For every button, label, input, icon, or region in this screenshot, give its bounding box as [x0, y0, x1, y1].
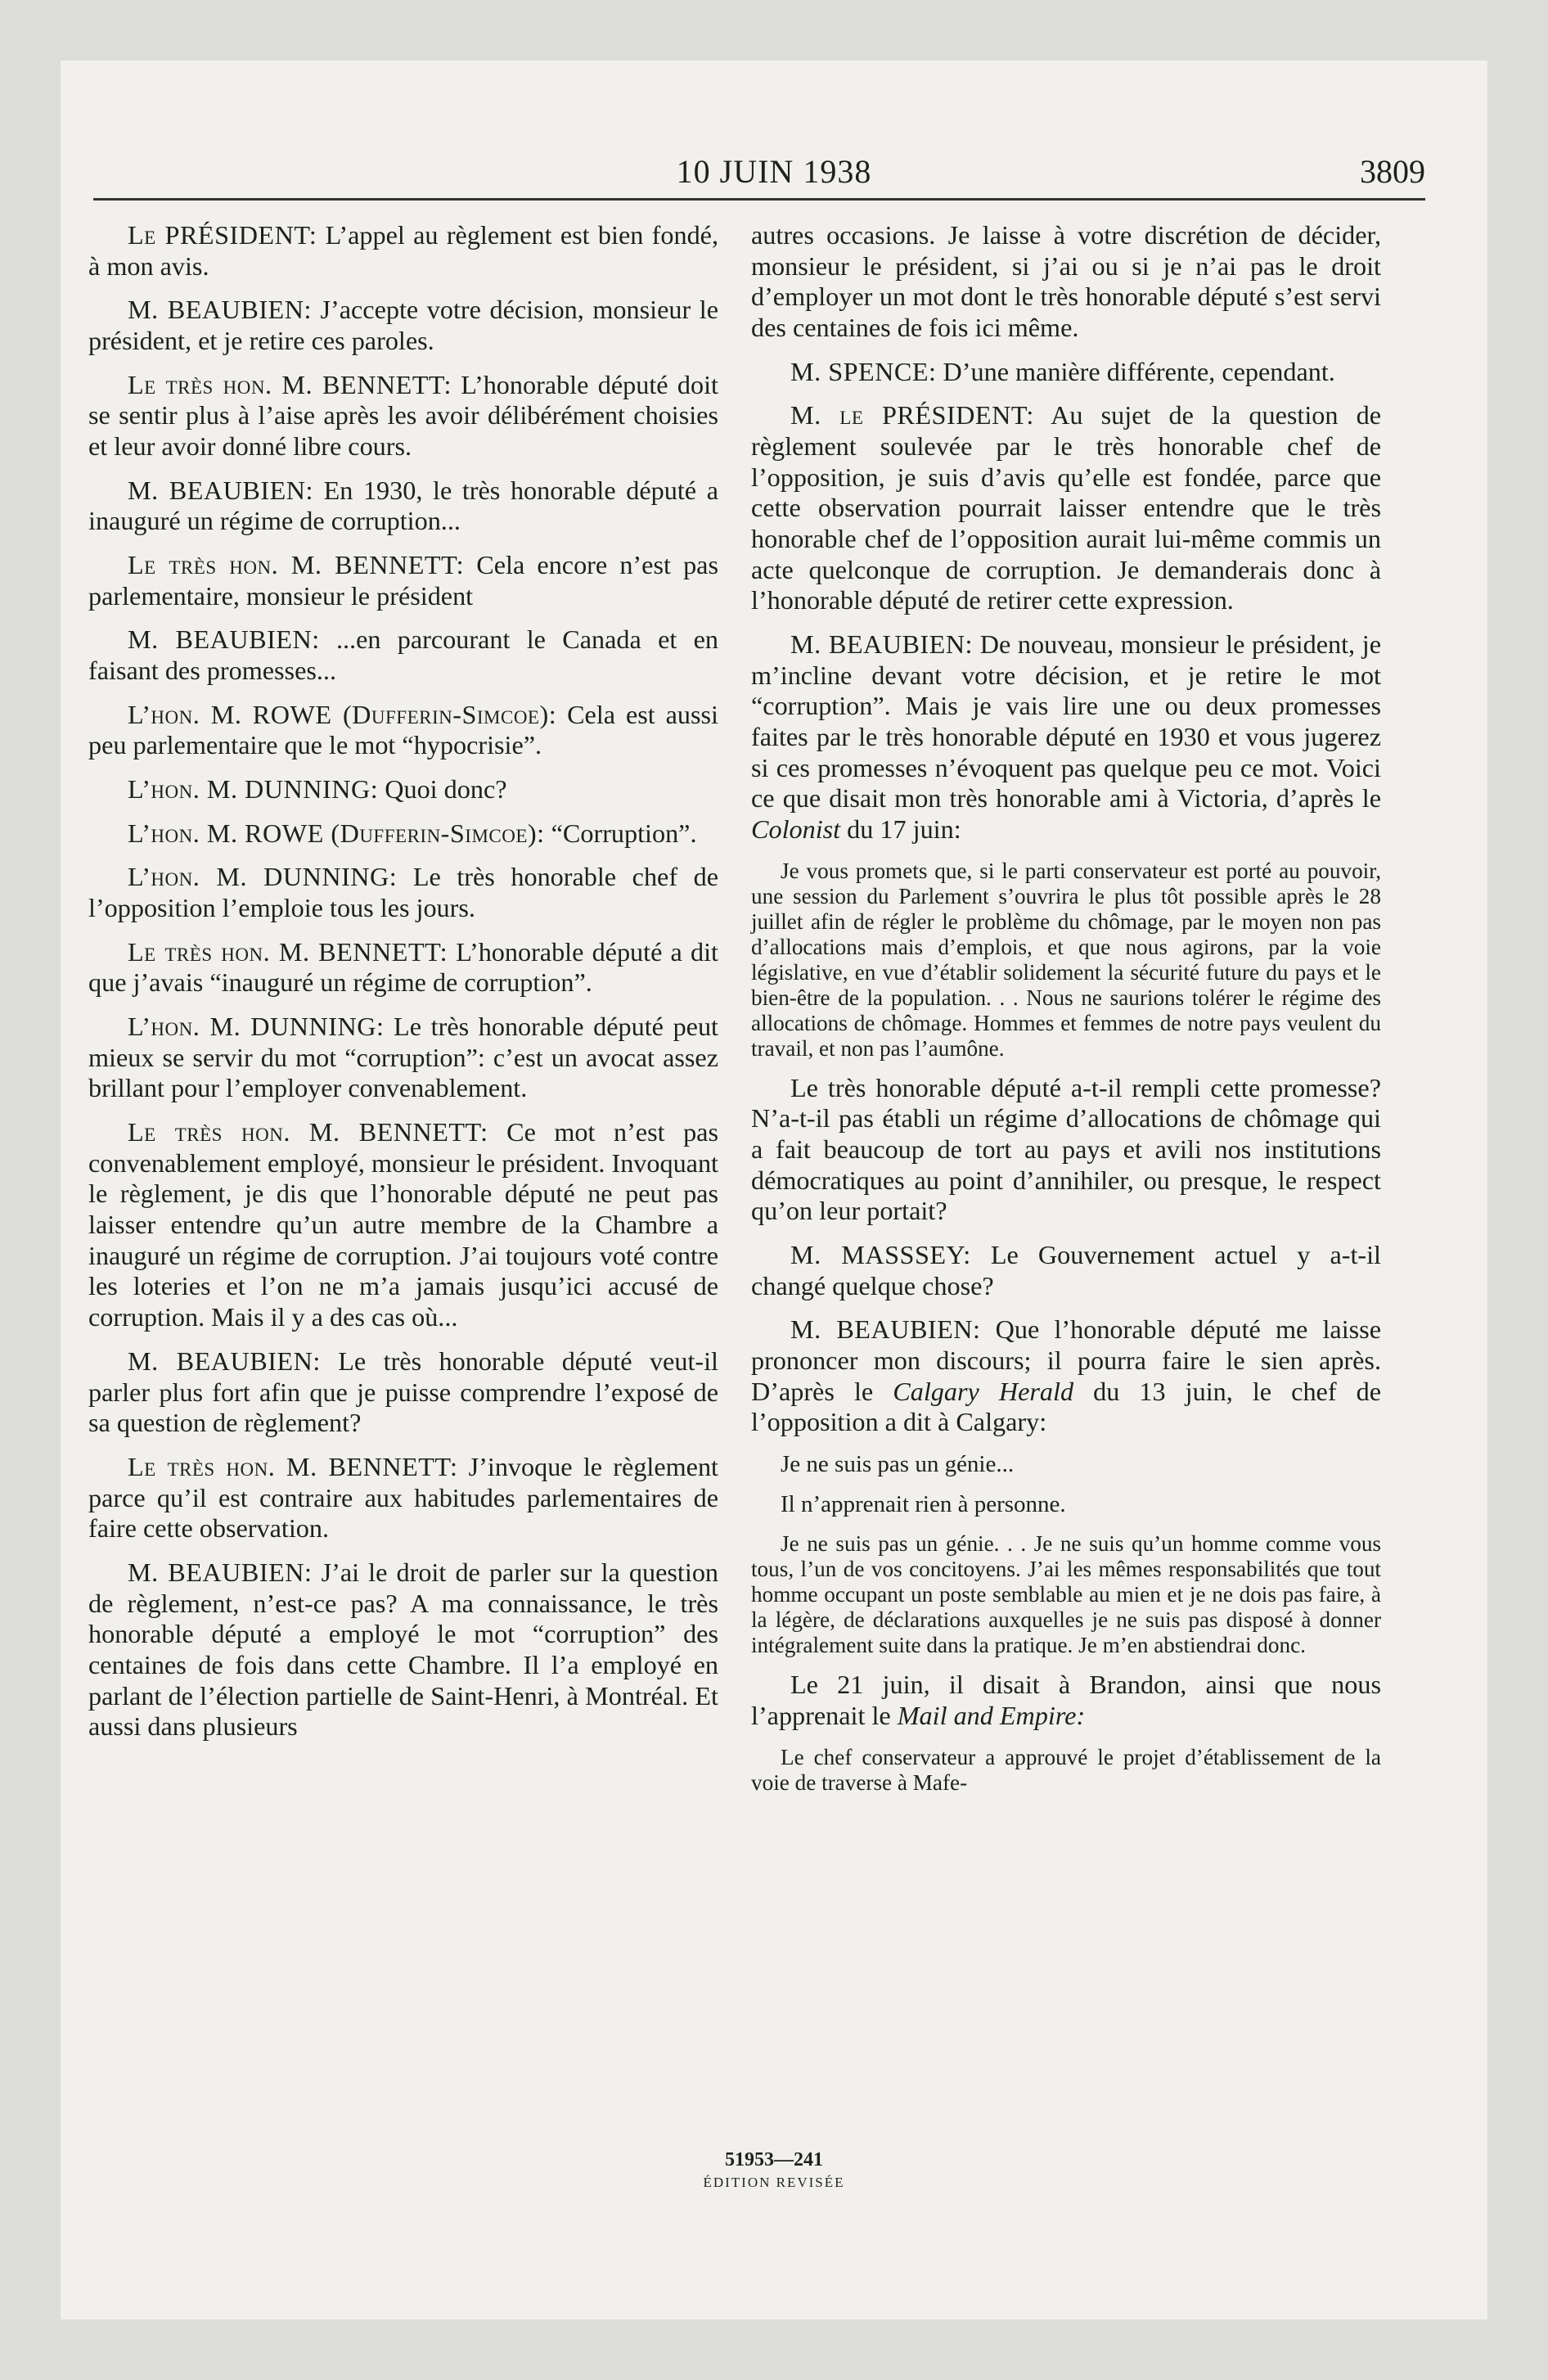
speech-text: L’appel au règlement est bien fondé, à mon avis. [88, 220, 718, 281]
speaker-name: M. le PRÉSIDENT: [790, 400, 1034, 430]
speech-text: Cela encore n’est pas parlementaire, monsieur le président [88, 550, 718, 611]
page-number: 3809 [1360, 153, 1425, 190]
left-column [88, 220, 718, 1756]
paragraph [751, 1240, 1381, 1301]
paragraph [751, 400, 1381, 616]
page-footer [61, 2149, 1487, 2191]
speaker-name: M. SPENCE: [790, 356, 937, 386]
edition-label: ÉDITION REVISÉE [703, 2175, 845, 2190]
paragraph [88, 1557, 718, 1742]
speech-text: Cela est aussi peu parlementaire que le mot “hypocrisie”. [88, 699, 718, 760]
paragraph [88, 476, 718, 537]
speaker-name: L’hon. M. ROWE (Dufferin-Simcoe): [128, 699, 557, 729]
speaker-name: M. BEAUBIEN: [128, 1346, 321, 1376]
paragraph [88, 818, 718, 850]
speech-text: du 17 juin: [840, 814, 961, 845]
speech-text: D’une manière différente, cependant. [936, 356, 1335, 386]
speech-text: Le très honorable chef de l’opposition l’emploie tous les jours. [88, 862, 718, 923]
speech-text: J’accepte votre décision, monsieur le président, et je retire ces paroles. [88, 295, 718, 356]
speaker-name: L’hon. M. ROWE (Dufferin-Simcoe): [128, 818, 545, 848]
newspaper-title: Mail and Empire: [897, 1700, 1086, 1730]
speaker-name: Le très hon. M. BENNETT: [128, 550, 465, 580]
speech-text: “Corruption”. [544, 818, 697, 848]
speaker-name: Le très hon. M. BENNETT: [128, 369, 452, 399]
speech-text: Le Gouvernement actuel y a-t-il changé quelque chose? [751, 1240, 1381, 1300]
speech-text: Le très honorable député peut mieux se servir du mot “corruption”: c’est un avocat assez brillant pour l’employer convenablement. [88, 1012, 718, 1103]
speech-text: Au sujet de la question de règlement soulevée par le très honorable chef de l’opposition, je suis d’avis qu’elle est fondée, parce que cette observation pourrait laisser entendre que le très honorable chef de l’opposition aurait lui-même commis un acte quelconque de corruption. Je demanderais donc à l’honorable député de retirer cette expression. [751, 400, 1381, 615]
paragraph [751, 357, 1381, 388]
speaker-name: M. BEAUBIEN: [128, 295, 312, 325]
speaker-name: M. BEAUBIEN: [128, 1557, 313, 1587]
speech-text: L’honorable député a dit que j’avais “inauguré un régime de corruption”. [88, 936, 718, 998]
speech-text: L’honorable député doit se sentir plus à l’aise après les avoir délibérément choisies et leur avoir donné libre cours. [88, 369, 719, 462]
speech-text: du 13 juin, le chef de l’opposition a dit à Calgary: [751, 1376, 1381, 1437]
speech-text: J’invoque le règlement parce qu’il est contraire aux habitudes parlementaires de faire cette observation. [88, 1451, 718, 1544]
speaker-name: L’hon. M. DUNNING: [128, 1012, 385, 1042]
header-rule [93, 198, 1425, 201]
page-header [61, 61, 1487, 208]
speech-text: J’ai le droit de parler sur la question de règlement, n’est-ce pas? A ma connaissance, le très honorable député a employé le mot “corruption” des centaines de fois dans cette Chambre. Il l’a employé en parlant de l’élection partielle de Saint-Henri, à Montréal. Et aussi dans plusieurs [88, 1557, 719, 1742]
paragraph [88, 370, 718, 462]
speech-text: En 1930, le très honorable député a inauguré un régime de corruption... [88, 475, 718, 536]
paragraph [88, 700, 718, 761]
paragraph [88, 220, 718, 282]
speaker-name: L’hon. M. DUNNING: [128, 774, 379, 805]
speaker-name: Le très hon. M. BENNETT: [128, 936, 448, 967]
speaker-name: M. BEAUBIEN: [128, 475, 313, 505]
speech-text: Quoi donc? [378, 774, 507, 805]
block-quote: Je vous promets que, si le parti conservateur est porté au pouvoir, une session du Parlement s’ouvrira le plus tôt possible après le 28 juillet afin de régler le problème du chômage, par le moyen non pas d’allocations mais d’emplois, et que nous agirons, par la voie législative, en vue d’établir solidement la sécurité future du pays et le bien-être de la population. . . Nous ne saurions tolérer le régime des allocations de chômage. Hommes et femmes de notre pays veulent du travail, et non pas l’aumône. [751, 858, 1381, 1061]
paragraph [88, 862, 718, 923]
speech-text: Le très honorable député veut-il parler plus fort afin que je puisse comprendre l’exposé de sa question de règlement? [88, 1346, 718, 1438]
speaker-name: L’hon. M. DUNNING: [128, 862, 398, 892]
paragraph [88, 1117, 718, 1333]
speech-text: Le très honorable député a-t-il rempli cette promesse? N’a-t-il pas établi un régime d’allocations de chômage qui a fait beaucoup de tort au pays et avili nos institutions démocratiques au point d’annihiler, ou presque, le respect qu’on leur portait? [751, 1072, 1381, 1226]
paragraph [88, 774, 718, 805]
paragraph [88, 624, 718, 686]
speaker-name: M. MASSSEY: [790, 1240, 971, 1270]
paragraph [751, 1073, 1381, 1227]
document-page [61, 61, 1487, 2319]
paragraph [88, 550, 718, 611]
block-quote: Il n’apprenait rien à personne. [781, 1491, 1066, 1518]
newspaper-title: Calgary Herald [893, 1376, 1074, 1406]
header-date: 10 JUIN 1938 [676, 153, 872, 190]
speech-text: Le 21 juin, il disait à Brandon, ainsi que nous l’apprenait le [751, 1670, 1381, 1730]
paragraph [88, 295, 718, 356]
speaker-name: Le très hon. M. BENNETT: [128, 1117, 488, 1147]
speaker-name: Le très hon. M. BENNETT: [128, 1451, 458, 1481]
paragraph [751, 1670, 1381, 1731]
speaker-name: M. BEAUBIEN: [790, 1314, 981, 1345]
block-quote: Je ne suis pas un génie. . . Je ne suis qu’un homme comme vous tous, l’un de vos concitoyens. J’ai les mêmes responsabilités que tout homme occupant un poste semblable au mien et je ne dois pas faire, à la légère, de déclarations auxquelles je ne suis pas disposé à donner intégralement suite dans la pratique. Je m’en abstiendrai donc. [751, 1531, 1381, 1658]
right-column [751, 220, 1381, 1807]
paragraph [88, 937, 718, 998]
speaker-name: Le PRÉSIDENT: [128, 220, 317, 250]
speech-text: ...en parcourant le Canada et en faisant des promesses... [88, 624, 718, 686]
speech-text: autres occasions. Je laisse à votre discrétion de décider, monsieur le président, si j’ai ou si je n’ai pas le droit d’employer un mot dont le très honorable député s’est servi des centaines de fois ici même. [751, 220, 1381, 343]
speech-text: Que l’honorable député me laisse prononcer mon discours; il pourra faire le sien après. D’après le [751, 1314, 1381, 1406]
paragraph [88, 1346, 718, 1439]
speaker-name: M. BEAUBIEN: [128, 624, 320, 655]
speaker-name: M. BEAUBIEN: [790, 629, 974, 660]
paragraph [751, 1314, 1381, 1438]
newspaper-title: Colonist [751, 814, 841, 845]
paragraph [88, 1012, 718, 1104]
speech-text: Ce mot n’est pas convenablement employé, monsieur le président. Invoquant le règlement, je dis que l’honorable député ne peut pas laisser entendre qu’un autre membre de la Chambre a inauguré un régime de corruption. J’ai toujours voté contre les loteries et l’on ne m’a jamais jusqu’ici accusé de corruption. Mais il y a des cas où... [88, 1117, 718, 1332]
block-quote: Le chef conservateur a approuvé le projet d’établissement de la voie de traverse à Mafe- [751, 1744, 1381, 1795]
paragraph [751, 220, 1381, 344]
paragraph [751, 629, 1381, 845]
block-quote: Je ne suis pas un génie... [781, 1451, 1015, 1478]
paragraph [88, 1452, 718, 1544]
speech-text: De nouveau, monsieur le président, je m’incline devant votre décision, et je retire le mot “corruption”. Mais je vais lire une ou deux promesses faites par le très honorable député en 1930 et vous jugerez si ces promesses n’évoquent pas quelque peu ce mot. Voici ce que disait mon très honorable ami à Victoria, d’après le [751, 629, 1382, 814]
print-code: 51953—241 [725, 2149, 823, 2170]
